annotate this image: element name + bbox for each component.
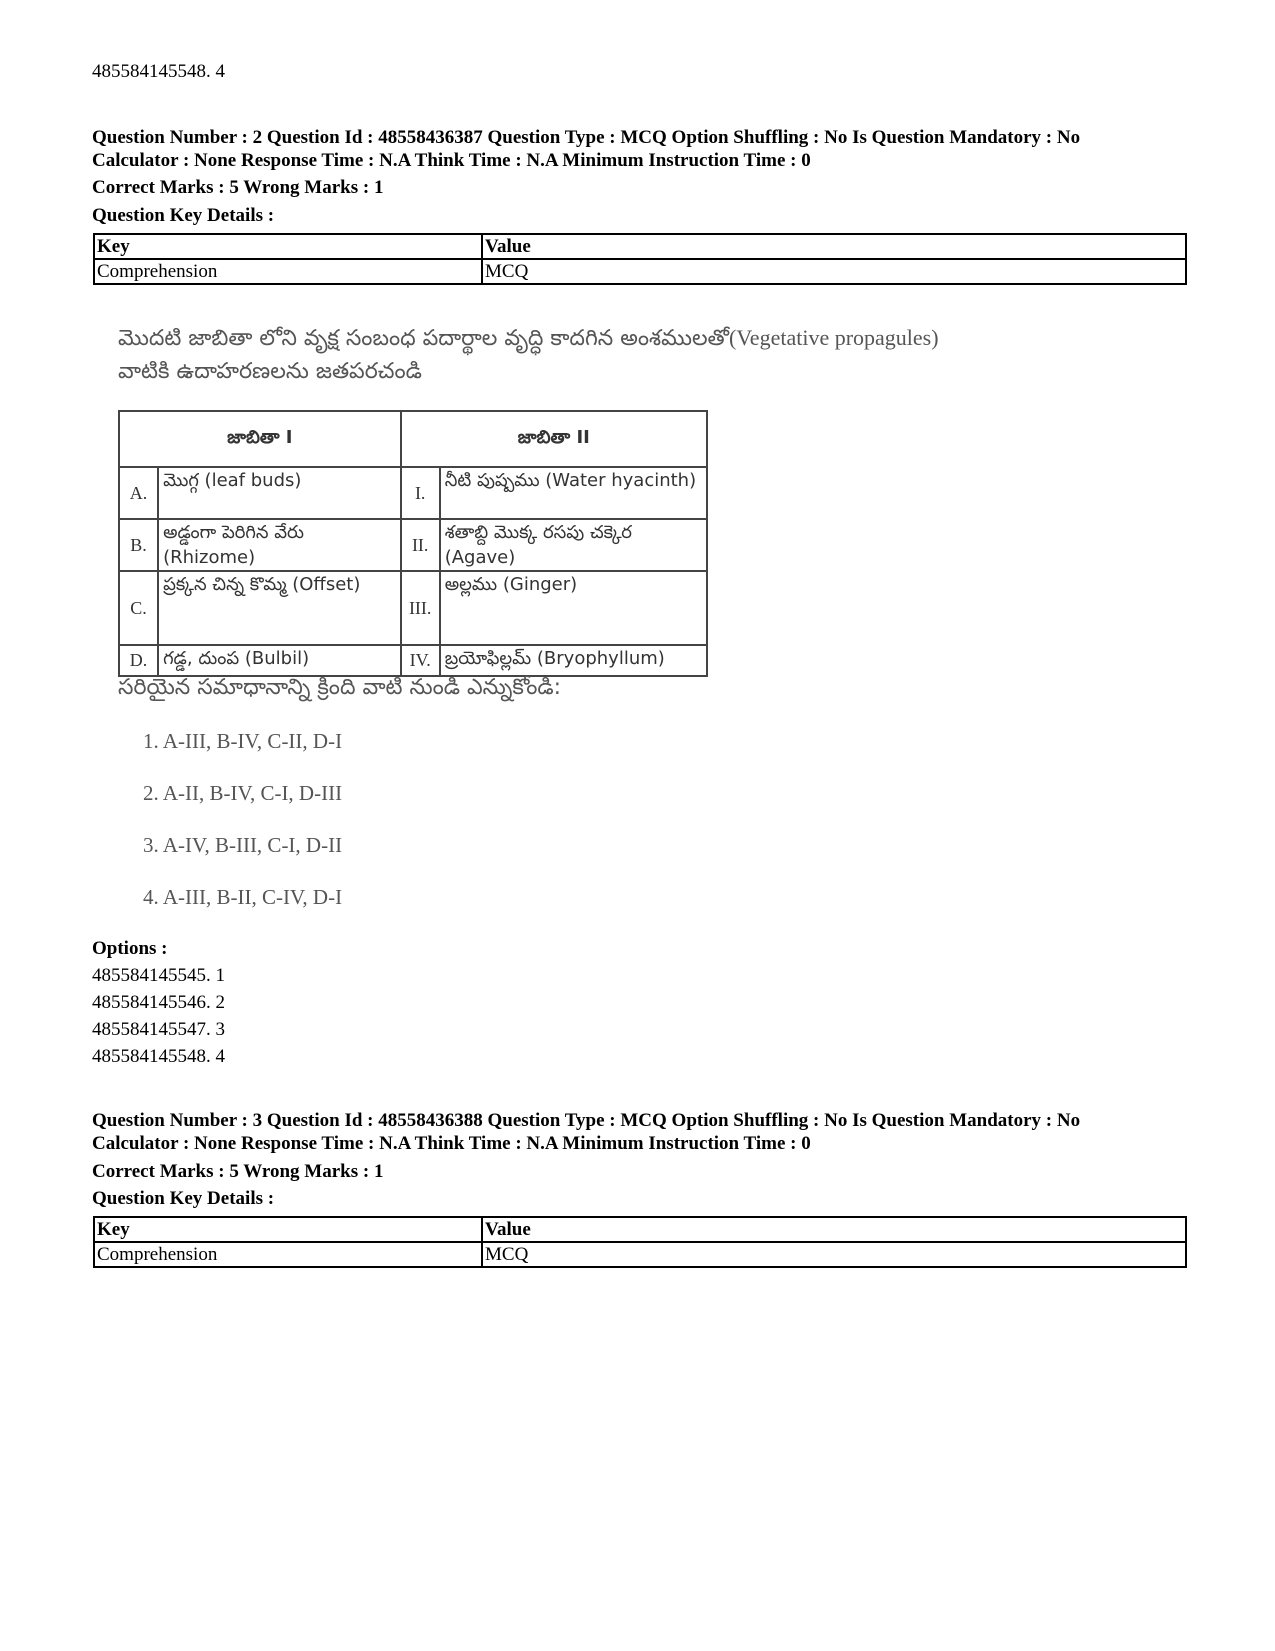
option-item: 485584145548. 4 (92, 1046, 225, 1067)
row-numeral: IV. (401, 645, 440, 676)
option-item: 485584145545. 1 (92, 965, 225, 986)
question-line-2-telugu: వాటికి ఉదాహరణలను జతపరచండి (118, 359, 422, 384)
answer-choice-3: 3. A-IV, B-III, C-I, D-II (143, 833, 343, 857)
q2-meta-line-2: Calculator : None Response Time : N.A Think Time : N.A Minimum Instruction Time : 0 (92, 150, 811, 171)
previous-option-line: 485584145548. 4 (92, 61, 225, 82)
key-cell: Comprehension (94, 1242, 482, 1267)
list-2-item: అల్లము (Ginger) (440, 571, 707, 645)
row-numeral: III. (401, 571, 440, 645)
answer-choice-1: 1. A-III, B-IV, C-II, D-I (143, 729, 343, 753)
option-item: 485584145547. 3 (92, 1019, 225, 1040)
row-numeral: II. (401, 519, 440, 571)
table-header-row (94, 234, 1186, 259)
match-row (119, 519, 707, 571)
list-2-item: శతాబ్ది మొక్క రసపు చక్కెర (Agave) (440, 519, 707, 571)
list-2-header: జాబితా II (401, 411, 707, 467)
key-header: Key (94, 234, 482, 259)
list-2-item: నీటి పుష్పము (Water hyacinth) (440, 467, 707, 519)
q2-meta-line-1: Question Number : 2 Question Id : 48558436387 Question Type : MCQ Option Shuffling : No Is Question Mandatory : No (92, 127, 1081, 148)
match-table (118, 410, 708, 677)
q3-meta-line-2: Calculator : None Response Time : N.A Think Time : N.A Minimum Instruction Time : 0 (92, 1133, 811, 1154)
key-cell: Comprehension (94, 259, 482, 284)
q3-key-details-label: Question Key Details : (92, 1188, 275, 1209)
answer-choice-2: 2. A-II, B-IV, C-I, D-III (143, 781, 343, 805)
table-row (94, 1242, 1186, 1267)
row-label: C. (119, 571, 158, 645)
question-line-1-telugu: మొదటి జాబితా లోని వృక్ష సంబంధ పదార్థాల వృద్ధి కాదగిన అంశములతో (118, 326, 730, 351)
row-label: B. (119, 519, 158, 571)
list-1-header: జాబితా I (119, 411, 401, 467)
q3-marks: Correct Marks : 5 Wrong Marks : 1 (92, 1161, 384, 1182)
q2-marks: Correct Marks : 5 Wrong Marks : 1 (92, 177, 384, 198)
table-row (94, 259, 1186, 284)
q2-key-details-table (93, 233, 1187, 285)
choose-instruction: సరియైన సమాధానాన్ని క్రింది వాటి నుండి ఎన్నుకోండి: (118, 675, 562, 700)
q2-key-details-label: Question Key Details : (92, 205, 275, 226)
row-label: D. (119, 645, 158, 676)
list-1-item: అడ్డంగా పెరిగిన వేరు (Rhizome) (158, 519, 401, 571)
match-row (119, 467, 707, 519)
answer-choice-4: 4. A-III, B-II, C-IV, D-I (143, 885, 343, 909)
value-cell: MCQ (482, 1242, 1186, 1267)
list-1-item: ప్రక్కన చిన్న కొమ్మ (Offset) (158, 571, 401, 645)
match-row (119, 571, 707, 645)
row-numeral: I. (401, 467, 440, 519)
key-header: Key (94, 1217, 482, 1242)
options-label: Options : (92, 938, 168, 959)
table-header-row (94, 1217, 1186, 1242)
value-header: Value (482, 1217, 1186, 1242)
match-header-row (119, 411, 707, 467)
question-image (118, 322, 1118, 962)
question-line-1-english: (Vegetative propagules) (729, 325, 939, 350)
list-1-item: మొగ్గ (leaf buds) (158, 467, 401, 519)
question-intro (118, 322, 1118, 388)
list-1-item: గడ్డ, దుంప (Bulbil) (158, 645, 401, 676)
option-item: 485584145546. 2 (92, 992, 225, 1013)
row-label: A. (119, 467, 158, 519)
q3-meta-line-1: Question Number : 3 Question Id : 48558436388 Question Type : MCQ Option Shuffling : No Is Question Mandatory : No (92, 1110, 1081, 1131)
list-2-item: బ్రయోఫిల్లమ్ (Bryophyllum) (440, 645, 707, 676)
value-header: Value (482, 234, 1186, 259)
value-cell: MCQ (482, 259, 1186, 284)
q3-key-details-table (93, 1216, 1187, 1268)
